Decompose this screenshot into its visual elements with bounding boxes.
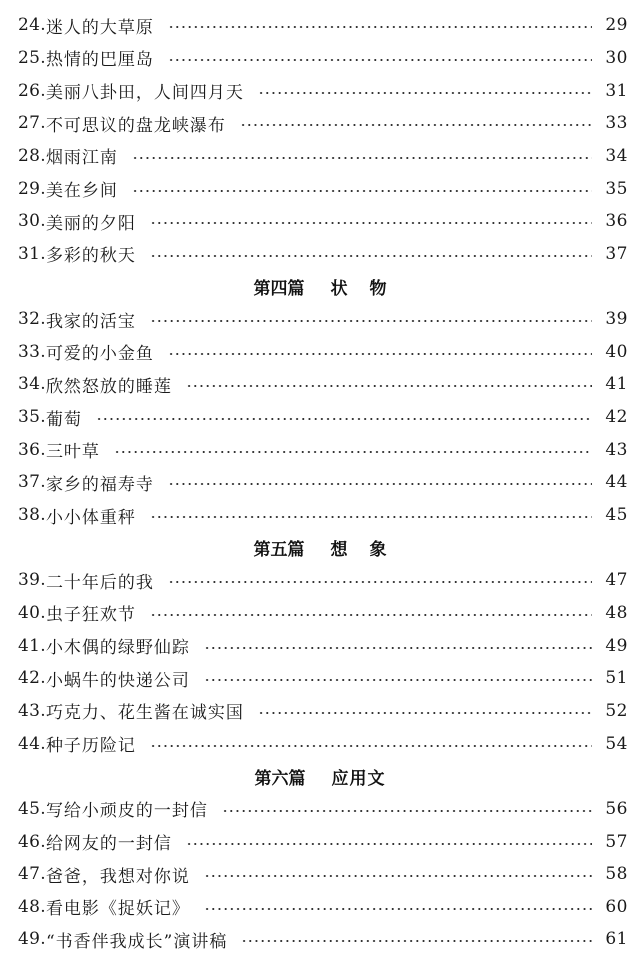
dot-leader [132, 157, 592, 159]
dot-leader [240, 124, 592, 126]
section-name: 应用文 [331, 768, 386, 789]
entry-title: 热情的巴厘岛 [45, 50, 154, 71]
entry-number: 25. [18, 47, 46, 68]
toc-entry [18, 499, 628, 532]
dot-leader [150, 320, 592, 322]
toc-entry [18, 858, 628, 891]
dot-leader [150, 255, 592, 257]
entry-title: “书香伴我成长”演讲稿 [45, 931, 228, 952]
toc-entry [18, 466, 628, 499]
toc-entry [18, 793, 628, 826]
entry-title: 可爱的小金鱼 [45, 344, 154, 365]
section-heading [0, 760, 640, 793]
entry-number: 38. [18, 505, 46, 526]
entry-page-number: 40 [605, 341, 628, 362]
toc-entry [18, 433, 628, 466]
entry-number: 49. [18, 929, 46, 950]
entry-title: 烟雨江南 [45, 148, 118, 169]
entry-page-number: 51 [605, 668, 628, 689]
entry-title: 爸爸，我想对你说 [45, 866, 190, 887]
section-label: 第六篇 [254, 768, 306, 789]
entry-number: 26. [18, 80, 46, 101]
toc-entry [18, 74, 628, 107]
entry-page-number: 34 [605, 145, 628, 166]
dot-leader [258, 92, 592, 94]
dot-leader [168, 581, 592, 583]
dot-leader [150, 222, 592, 224]
entry-page-number: 60 [605, 896, 628, 917]
entry-number: 42. [18, 668, 46, 689]
entry-page-number: 39 [605, 309, 628, 330]
entry-number: 32. [18, 309, 46, 330]
entry-title: 家乡的福寿寺 [45, 474, 154, 495]
entry-page-number: 29 [605, 15, 628, 36]
dot-leader [150, 614, 592, 616]
section-name: 状物 [330, 278, 409, 299]
entry-page-number: 61 [605, 929, 628, 950]
entry-page-number: 36 [605, 211, 628, 232]
dot-leader [168, 26, 592, 28]
entry-title: 迷人的大草原 [45, 17, 154, 38]
toc-entry [18, 564, 628, 597]
section-heading [0, 270, 640, 303]
toc-entry [18, 140, 628, 173]
entry-number: 44. [18, 733, 46, 754]
toc-entry [18, 238, 628, 271]
toc-entry [18, 368, 628, 401]
entry-number: 43. [18, 700, 46, 721]
entry-page-number: 37 [605, 243, 628, 264]
dot-leader [222, 810, 592, 812]
toc-entry [18, 629, 628, 662]
entry-number: 30. [18, 211, 46, 232]
dot-leader [132, 190, 592, 192]
dot-leader [150, 745, 592, 747]
entry-title: 虫子狂欢节 [45, 605, 136, 626]
toc-entry [18, 401, 628, 434]
entry-title: 多彩的秋天 [45, 246, 136, 267]
entry-page-number: 56 [605, 798, 628, 819]
entry-number: 46. [18, 831, 46, 852]
entry-page-number: 47 [605, 570, 628, 591]
entry-page-number: 41 [605, 374, 628, 395]
entry-title: 小小体重秤 [45, 507, 136, 528]
dot-leader [186, 843, 592, 845]
entry-title: 小木偶的绿野仙踪 [45, 638, 190, 659]
entry-title: 不可思议的盘龙峡瀑布 [45, 115, 226, 136]
entry-number: 33. [18, 341, 46, 362]
entry-number: 36. [18, 439, 46, 460]
entry-title: 美丽的夕阳 [45, 213, 136, 234]
entry-title: 欣然怒放的睡莲 [45, 376, 172, 397]
toc-entry [18, 336, 628, 369]
entry-number: 39. [18, 570, 46, 591]
toc-entry [18, 205, 628, 238]
entry-number: 35. [18, 407, 46, 428]
entry-number: 24. [18, 15, 46, 36]
dot-leader [96, 418, 592, 420]
dot-leader [150, 516, 592, 518]
entry-page-number: 57 [605, 831, 628, 852]
entry-page-number: 45 [605, 505, 628, 526]
toc-entry [18, 923, 628, 956]
entry-title: 巧克力、花生酱在诚实国 [45, 703, 244, 724]
toc-entry [18, 825, 628, 858]
entry-page-number: 31 [605, 80, 628, 101]
toc-entry [18, 695, 628, 728]
entry-number: 41. [18, 635, 46, 656]
entry-title: 种子历险记 [45, 736, 136, 757]
entry-page-number: 43 [605, 439, 628, 460]
entry-title: 给网友的一封信 [45, 834, 172, 855]
dot-leader [204, 679, 592, 681]
dot-leader [168, 59, 592, 61]
dot-leader [204, 647, 592, 649]
dot-leader [241, 940, 592, 942]
entry-number: 48. [18, 896, 46, 917]
entry-title: 美丽八卦田，人间四月天 [45, 83, 244, 104]
entry-title: 我家的活宝 [45, 311, 136, 332]
entry-page-number: 44 [605, 472, 628, 493]
entry-page-number: 42 [605, 407, 628, 428]
entry-title: 看电影《捉妖记》 [45, 899, 190, 920]
entry-page-number: 54 [605, 733, 628, 754]
entry-title: 二十年后的我 [45, 572, 154, 593]
entry-number: 34. [18, 374, 46, 395]
entry-page-number: 58 [605, 864, 628, 885]
toc-entry [18, 727, 628, 760]
toc-entry [18, 42, 628, 75]
entry-number: 40. [18, 602, 46, 623]
toc-entry [18, 107, 628, 140]
toc-entry [18, 172, 628, 205]
entry-page-number: 49 [605, 635, 628, 656]
entry-number: 31. [18, 243, 46, 264]
entry-number: 28. [18, 145, 46, 166]
entry-number: 29. [18, 178, 46, 199]
entry-title: 三叶草 [45, 442, 100, 463]
toc-entry [18, 662, 628, 695]
section-name: 想象 [330, 540, 409, 561]
entry-number: 27. [18, 113, 46, 134]
entry-title: 写给小顽皮的一封信 [45, 801, 208, 822]
toc-entry [18, 891, 628, 924]
toc-entry [18, 303, 628, 336]
entry-page-number: 52 [605, 700, 628, 721]
section-label: 第四篇 [253, 278, 305, 299]
entry-number: 45. [18, 798, 46, 819]
section-label: 第五篇 [253, 540, 305, 561]
entry-title: 葡萄 [45, 409, 82, 430]
dot-leader [168, 353, 592, 355]
dot-leader [258, 712, 592, 714]
section-heading [0, 531, 640, 564]
entry-page-number: 35 [605, 178, 628, 199]
entry-number: 47. [18, 864, 46, 885]
entry-page-number: 30 [605, 47, 628, 68]
dot-leader [204, 908, 592, 910]
entry-title: 小蜗牛的快递公司 [45, 670, 190, 691]
dot-leader [186, 385, 592, 387]
entry-page-number: 33 [605, 113, 628, 134]
entry-title: 美在乡间 [45, 181, 118, 202]
dot-leader [168, 483, 592, 485]
entry-page-number: 48 [605, 602, 628, 623]
dot-leader [114, 451, 592, 453]
dot-leader [204, 875, 592, 877]
entry-number: 37. [18, 472, 46, 493]
toc-entry [18, 597, 628, 630]
toc-entry [18, 9, 628, 42]
